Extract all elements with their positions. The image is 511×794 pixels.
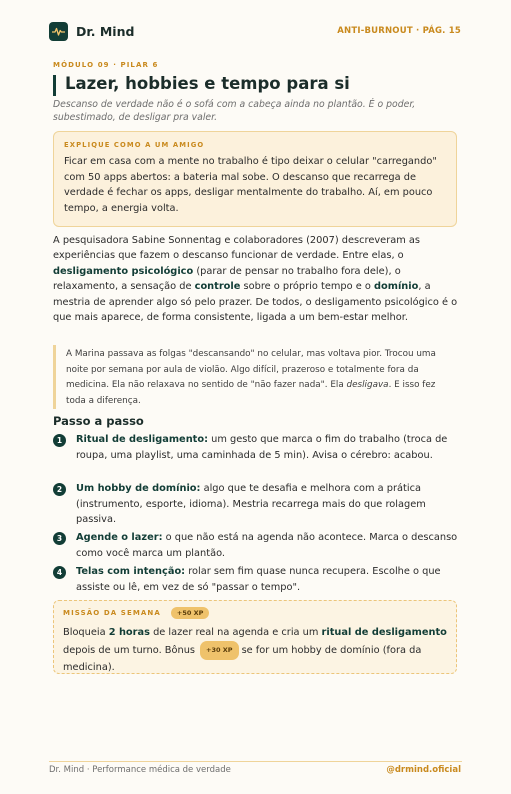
step-text: um gesto que marca o fim do trabalho (troca de roupa, uma playlist, uma caminhada de 5 min). Avisa o cérebro: acabou.: [76, 434, 448, 461]
title-accent-bar: [53, 75, 56, 96]
step-item: [53, 481, 458, 528]
brand-name: Dr. Mind: [76, 24, 135, 39]
page-tag: ANTI-BURNOUT · PÁG. 15: [337, 26, 461, 36]
step-item: [53, 564, 458, 595]
highlight-term: desligamento psicológico: [53, 265, 194, 277]
body-paragraph: A pesquisadora Sabine Sonnentag e colaboradores (2007) descreveram as experiências que fazem o descanso funcionar de verdade. Entre elas, o desligamento psicológico (parar de pensar no trabalho fora dele), o relaxamento, a sensação de controle sobre o próprio tempo e o domínio, a mestria de aprender algo só pelo prazer. De todos, o desligamento psicológico é o que mais aparece, de forma consistente, ligada a um bem-estar melhor.: [53, 235, 458, 324]
quote-emphasis: desligava: [346, 380, 389, 390]
step-number: 1: [53, 434, 66, 447]
footer-tagline: Dr. Mind · Performance médica de verdade: [49, 765, 231, 775]
weekly-mission-card: [53, 600, 457, 674]
step-heading: Ritual de desligamento:: [76, 434, 208, 445]
footer-divider: [49, 761, 462, 762]
bonus-xp-badge: +30 XP: [200, 641, 239, 661]
step-number: 4: [53, 566, 66, 579]
footer-handle: @drmind.oficial: [386, 765, 461, 775]
step-text: o que não está na agenda não acontece. Marca o descanso como você marca um plantão.: [76, 532, 458, 559]
case-quote: A Marina passava as folgas "descansando" no celular, mas voltava pior. Trocou uma noite por semana por aula de violão. Algo difícil, prazeroso e totalmente fora da medicina. Ela não relaxava no sentido de "não fazer nada". Ela desligava. E isso fez toda a diferença.: [53, 345, 458, 409]
page-subtitle: Descanso de verdade não é o sofá com a cabeça ainda no plantão. É o poder, subestimado, de desligar pra valer.: [53, 99, 416, 123]
highlight-term: domínio: [374, 281, 419, 293]
step-heading: Um hobby de domínio:: [76, 483, 201, 494]
explain-callout: [53, 131, 457, 227]
mission-label: MISSÃO DA SEMANA: [63, 609, 161, 617]
module-kicker: MÓDULO 09 · PILAR 6: [53, 61, 159, 69]
mission-text: Bloqueia 2 horas de lazer real na agenda e cria um ritual de desligamento depois de um turno. Bônus +30 XP se for um hobby de domínio (fora da medicina).: [63, 627, 447, 673]
page-title: Lazer, hobbies e tempo para si: [65, 74, 350, 93]
step-heading: Agende o lazer:: [76, 532, 163, 543]
step-text: rolar sem fim quase nunca recupera. Escolhe o que assiste ou lê, em vez de só "passar o tempo".: [76, 566, 441, 593]
highlight-term: controle: [194, 281, 241, 293]
step-text: algo que te desafia e melhora com a prática (instrumento, esporte, idioma). Mestria recarrega mais do que rolagem passiva.: [76, 483, 426, 525]
step-number: 3: [53, 532, 66, 545]
explain-label: EXPLIQUE COMO A UM AMIGO: [64, 141, 205, 149]
xp-badge: +50 XP: [171, 607, 210, 619]
steps-title: Passo a passo: [53, 414, 144, 428]
step-heading: Telas com intenção:: [76, 566, 186, 577]
step-item: [53, 432, 458, 463]
explain-text: Ficar em casa com a mente no trabalho é tipo deixar o celular "carregando" com 50 apps abertos: a bateria mal sobe. O descanso que recarrega de verdade é fechar os apps, desligar mentalmente do trabalho. Aí, em pouco tempo, a energia volta.: [64, 156, 437, 214]
heartbeat-pulse-icon: [49, 22, 68, 41]
step-number: 2: [53, 483, 66, 496]
step-item: [53, 530, 458, 561]
brand: [49, 22, 134, 41]
